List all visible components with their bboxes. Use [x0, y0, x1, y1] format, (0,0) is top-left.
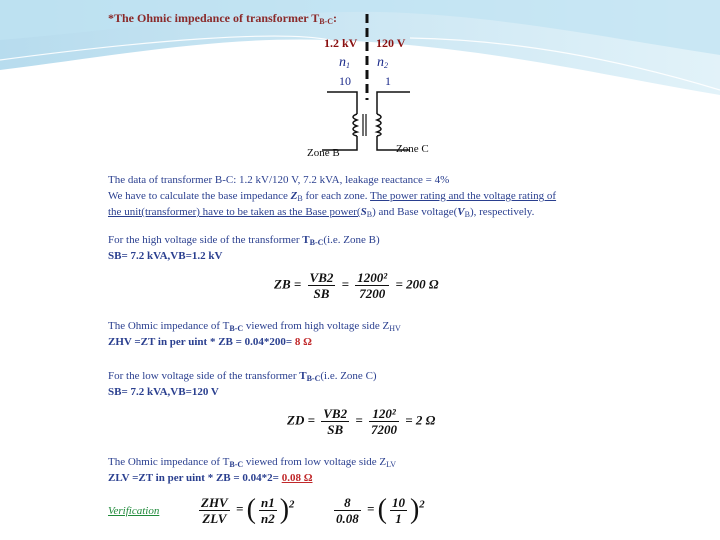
zd-equation: ZD = $\frac{VB2}{SB}$ = $\frac{\text{120²}}{7200}$ = 2 Ω	[287, 406, 436, 437]
transformer-data-line: The data of transformer B-C: 1.2 kV/120 V, 7.2 kVA, leakage reactance = 4%	[108, 174, 450, 186]
n1-value: 10	[339, 74, 351, 88]
ohmic-lv-result: ZLV =ZT in per uint * ZB = 0.04*2= 0.08 Ω	[108, 472, 313, 484]
lv-side-heading: For the low voltage side of the transformer $T_{B-C}(i.e$. Zone C)	[108, 370, 377, 383]
hv-side-heading: For the high voltage side of the transformer $T_{B-C}(i.e$. Zone B)	[108, 234, 380, 247]
verification-label: Verification	[108, 505, 160, 517]
verification-equation: $\frac{\text{ZHV}}{\text{ZLV}}$ = ( $\frac{n1}{n2}$ )$^2$ $\frac{8}{0.08}$ = ( $\frac{10}{1}$ )$^2$	[201, 494, 425, 526]
zb-equation: ZB = $\frac{VB2}{SB}$ = $\frac{\text{1200²}}{7200}$ = 200 Ω	[274, 270, 439, 301]
lv-base-values: SB= 7.2 kVA,VB=120 V	[108, 386, 219, 398]
base-impedance-line: We have to calculate the base impedance $Z_B$ for each zone. The power rating and the voltage rating of	[108, 190, 557, 203]
ohmic-lv-heading: The Ohmic impedance of $T_{B-C}$ viewed from low voltage side $Z_{LV}$	[108, 456, 397, 469]
transformer-diagram	[300, 10, 450, 160]
n2-label: $n_2$	[377, 55, 388, 70]
zone-b-label: Zone B	[307, 147, 340, 159]
ohmic-hv-result: ZHV =ZT in per uint * ZB = 0.04*200= 8 Ω	[108, 336, 312, 348]
slide-title: *The Ohmic impedance of transformer $T_{B-C}$:	[108, 11, 337, 26]
hv-base-values: SB= 7.2 kVA,VB=1.2 kV	[108, 250, 223, 262]
zone-c-label: Zone C	[396, 143, 429, 155]
n1-label: $n_1$	[339, 55, 350, 70]
n2-value: 1	[385, 74, 391, 88]
secondary-voltage: 120 V	[376, 36, 406, 50]
primary-voltage: 1.2 kV	[324, 36, 358, 50]
base-power-line: the unit(transformer) have to be taken as the Base $power(S_B)$ and Base $voltage(V_B)$, respectively.	[108, 206, 535, 219]
ohmic-hv-heading: The Ohmic impedance of $T_{B-C}$ viewed from high voltage side $Z_{HV}$	[108, 320, 401, 333]
